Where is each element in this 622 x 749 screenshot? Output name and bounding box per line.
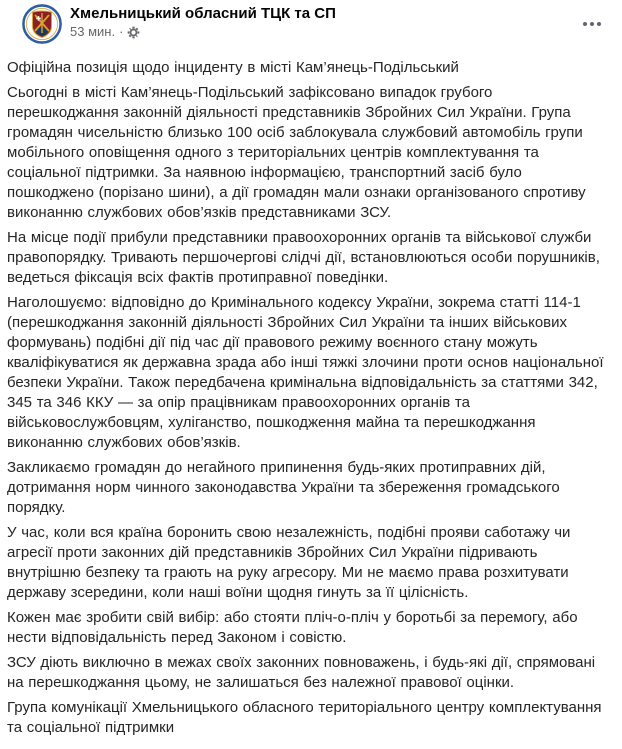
post-paragraph: На місце події прибули представники правоохоронних органів та військової служби правопорядку. Тривають першочергові слідчі дії, встановлюються особи порушників, ведеться фіксація всіх фактів протиправної поведінки.: [7, 229, 600, 286]
post-paragraph: Сьогодні в місті Кам’янець-Подільський зафіксовано випадок грубого перешкоджання законній діяльності представників Збройних Сил України. Група громадян чисельністю близько 100 осіб заблокувала службовий автомобіль групи мобільного оповіщення одного з територіальних центрів комплектування та соціальної підтримки. За наявною інформацією, транспортний засіб було пошкоджено (порізано шини), а дії громадян мали ознаки організованого спротиву виконанню службових обов’язків представниками ЗСУ.: [7, 84, 586, 221]
post-paragraph: Закликаємо громадян до негайного припинення будь-яких протиправних дій, дотримання норм чинного законодавства України та збереження громадського порядку.: [7, 459, 560, 516]
tcc-emblem-icon: [22, 4, 62, 44]
timestamp[interactable]: 53 мин.: [70, 24, 116, 39]
meta-separator: ·: [119, 24, 124, 39]
header-text: [70, 4, 578, 40]
gear-icon: [127, 26, 140, 39]
post-paragraph-title: Офіційна позиція щодо інциденту в місті Кам’янець-Подільський: [7, 59, 459, 76]
post-meta[interactable]: [70, 24, 578, 40]
post-paragraph: Кожен має зробити свій вибір: або стояти пліч-о-пліч у боротьбі за перемогу, або нести відповідальність перед Законом і совістю.: [7, 609, 578, 646]
post-paragraph-signature: Група комунікації Хмельницького обласного територіального центру комплектування та соціальної підтримки: [7, 699, 602, 736]
post-header: [0, 0, 622, 50]
menu-dot: [590, 22, 594, 26]
post-paragraph: ЗСУ діють виключно в межах своїх законних повноважень, і будь-які дії, спрямовані на перешкоджання цьому, не залишаться без належної правової оцінки.: [7, 654, 596, 691]
post-paragraph: Наголошуємо: відповідно до Кримінального кодексу України, зокрема статті 114-1 (перешкоджання законній діяльності Збройних Сил України та інших військових формувань) подібні дії під час дії правового режиму воєнного стану можуть кваліфікуватися як державна зрада або інші тяжкі злочини проти основ національної безпеки України. Також передбачена кримінальна відповідальність за статтями 342, 345 та 346 ККУ — за опір працівникам правоохоронних органів та військовослужбовцям, хуліганство, пошкодження майна та перешкоджання виконанню службових обов’язків.: [7, 294, 604, 451]
post-paragraph: У час, коли вся країна боронить свою незалежність, подібні прояви саботажу чи агресії проти законних дій представників Збройних Сил України підривають внутрішню безпеку та грають на руку агресору. Ми не маємо права розхитувати державу зсередини, коли наші воїни щодня гинуть за її цілісність.: [7, 524, 571, 601]
post-options-menu-icon[interactable]: [578, 14, 606, 34]
author-name[interactable]: Хмельницький обласний ТЦК та СП: [70, 5, 336, 22]
avatar[interactable]: [22, 4, 62, 44]
post-body: [0, 50, 622, 749]
menu-dot: [583, 22, 587, 26]
menu-dot: [597, 22, 601, 26]
